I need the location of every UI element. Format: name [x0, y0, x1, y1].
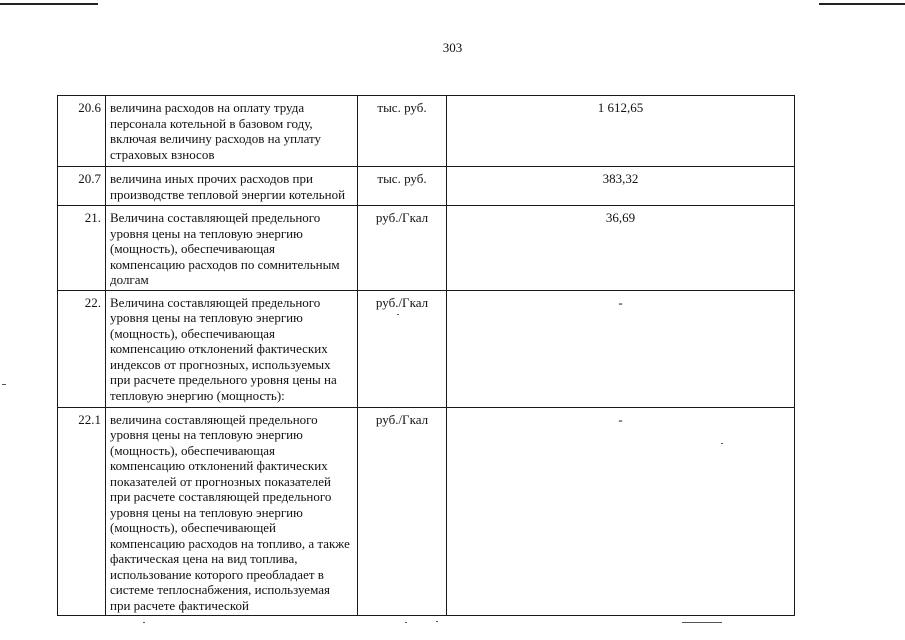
scan-edge-marks — [0, 620, 905, 626]
row-unit: тыс. руб. — [358, 167, 447, 206]
row-number: 22. — [58, 290, 106, 407]
row-value: - — [447, 290, 795, 407]
top-rule-right — [819, 3, 905, 5]
data-table — [57, 95, 795, 616]
table-row — [58, 206, 795, 291]
scan-speck — [405, 622, 407, 623]
row-description: Величина составляющей предельного уровня цены на тепловую энергию (мощность), обеспечивающая компенсацию отклонений фактических индексов от прогнозных, используемых при расчете предельного уровня цены на тепловую энергию (мощность): — [106, 290, 358, 407]
row-value: - — [447, 407, 795, 616]
row-unit: руб./Гкал — [358, 407, 447, 616]
row-value: 36,69 — [447, 206, 795, 291]
row-value: 383,32 — [447, 167, 795, 206]
scan-speck — [397, 314, 399, 315]
table-row — [58, 96, 795, 167]
page-number: 303 — [442, 40, 463, 55]
row-unit: руб./Гкал — [358, 290, 447, 407]
row-description: Величина составляющей предельного уровня цены на тепловую энергию (мощность), обеспечивающая компенсацию расходов по сомнительным долгам — [106, 206, 358, 291]
row-number: 21. — [58, 206, 106, 291]
scan-speck — [436, 621, 438, 622]
table-row — [58, 167, 795, 206]
row-description: величина составляющей предельного уровня цены на тепловую энергию (мощность), обеспечивающая компенсацию отклонений фактических показателей от прогнозных показателей при расчете составляющей предельного уровня цены на тепловую энергию (мощность), обеспечивающей компенсацию расходов на топливо, а также фактическая цена на вид топлива, использование которого преобладает в системе теплоснабжения, используемая при расчете фактической — [106, 407, 358, 616]
row-description: величина расходов на оплату труда персонала котельной в базовом году, включая величину расходов на уплату страховых взносов — [106, 96, 358, 167]
scan-speck — [682, 622, 722, 623]
top-rule-left — [0, 3, 98, 5]
table-row — [58, 407, 795, 616]
row-unit: тыс. руб. — [358, 96, 447, 167]
scan-speck — [2, 384, 6, 385]
scan-speck — [143, 622, 145, 623]
row-number: 20.6 — [58, 96, 106, 167]
row-number: 20.7 — [58, 167, 106, 206]
row-value: 1 612,65 — [447, 96, 795, 167]
scan-speck — [721, 443, 723, 444]
row-number: 22.1 — [58, 407, 106, 616]
table-row — [58, 290, 795, 407]
row-unit: руб./Гкал — [358, 206, 447, 291]
row-description: величина иных прочих расходов при производстве тепловой энергии котельной — [106, 167, 358, 206]
